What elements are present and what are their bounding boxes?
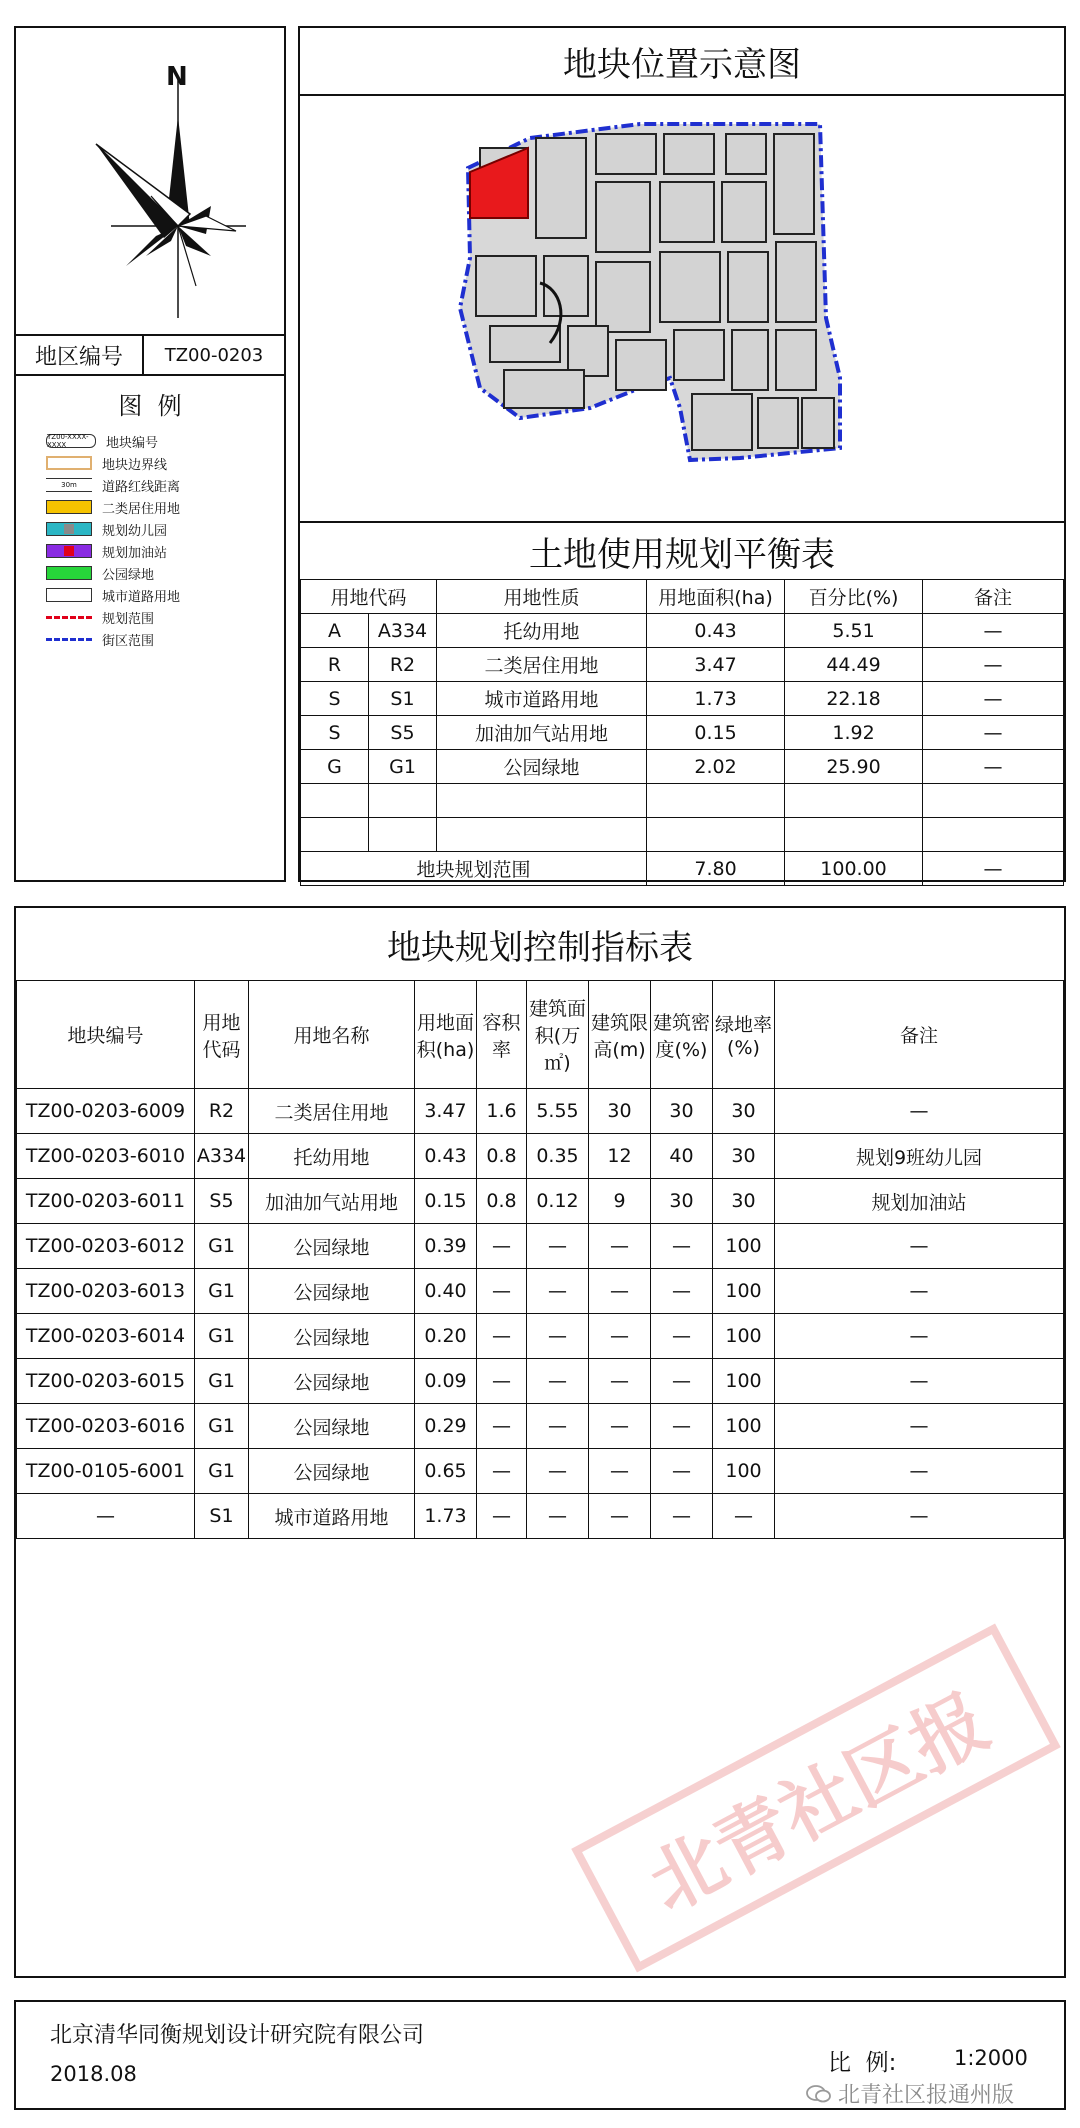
watermark — [571, 1624, 1061, 1973]
footer-panel — [14, 2000, 1066, 2110]
cell: 城市道路用地 — [437, 682, 647, 716]
cell: — — [651, 1314, 713, 1359]
cell: — — [477, 1494, 527, 1539]
cell: 0.39 — [415, 1224, 477, 1269]
cell: 1.92 — [785, 716, 923, 750]
cell — [785, 818, 923, 852]
legend-item — [46, 452, 167, 474]
cell: G1 — [195, 1269, 249, 1314]
legend-item — [46, 518, 167, 540]
table-row — [301, 648, 1064, 682]
block-scope-icon — [46, 638, 92, 641]
cell: — — [775, 1494, 1064, 1539]
table-row — [17, 1449, 1064, 1494]
parcel-id-icon: TZ00-XXXX-XXXX — [46, 434, 96, 448]
control-table-panel — [14, 906, 1066, 1978]
table-row — [301, 784, 1064, 818]
residential-swatch-icon — [46, 500, 92, 514]
control-table — [16, 980, 1064, 1539]
cell: — — [775, 1089, 1064, 1134]
cell: 公园绿地 — [249, 1404, 415, 1449]
cell: — — [651, 1224, 713, 1269]
cell: — — [775, 1449, 1064, 1494]
table-row — [301, 614, 1064, 648]
legend-label: 二类居住用地 — [102, 501, 181, 517]
cell: 100 — [713, 1359, 775, 1404]
cell: G — [301, 750, 369, 784]
cell: G1 — [195, 1449, 249, 1494]
legend-item — [46, 628, 154, 650]
cell: TZ00-0203-6014 — [17, 1314, 195, 1359]
cell: G1 — [195, 1314, 249, 1359]
cell: — — [923, 716, 1064, 750]
cell: S1 — [369, 682, 437, 716]
cell: 44.49 — [785, 648, 923, 682]
table-row — [17, 1404, 1064, 1449]
balance-header-note: 备注 — [923, 580, 1064, 614]
cell: 30 — [651, 1089, 713, 1134]
cell: — — [651, 1269, 713, 1314]
cell — [437, 818, 647, 852]
cell: — — [651, 1449, 713, 1494]
cell: A — [301, 614, 369, 648]
cell: 1.73 — [647, 682, 785, 716]
cell: S5 — [195, 1179, 249, 1224]
cell: 3.47 — [647, 648, 785, 682]
legend-label: 地块边界线 — [102, 457, 168, 473]
watermark-text: 北青社区报 — [635, 1678, 1003, 1929]
legend-item — [46, 496, 180, 518]
cell: 0.40 — [415, 1269, 477, 1314]
cell: — — [651, 1494, 713, 1539]
issue-date: 2018.08 — [50, 2062, 137, 2086]
cell: — — [589, 1404, 651, 1449]
cell: — — [477, 1269, 527, 1314]
cell: 1.73 — [415, 1494, 477, 1539]
header-height-limit: 建筑限高(m) — [589, 981, 651, 1089]
cell: 0.29 — [415, 1404, 477, 1449]
legend-label: 城市道路用地 — [102, 589, 181, 605]
cell: 30 — [713, 1179, 775, 1224]
cell — [369, 818, 437, 852]
table-row — [17, 1314, 1064, 1359]
cell: 30 — [713, 1089, 775, 1134]
header-land-name: 用地名称 — [249, 981, 415, 1089]
cell: S — [301, 682, 369, 716]
parcel-boundary-icon — [46, 456, 92, 470]
cell — [647, 784, 785, 818]
cell: 加油加气站用地 — [437, 716, 647, 750]
cell: 托幼用地 — [437, 614, 647, 648]
legend-item — [46, 606, 154, 628]
scale-value: 1:2000 — [954, 2046, 1028, 2070]
table-row — [17, 1179, 1064, 1224]
cell: — — [527, 1224, 589, 1269]
legend-label: 街区范围 — [102, 633, 155, 649]
cell: 公园绿地 — [249, 1314, 415, 1359]
cell: 5.55 — [527, 1089, 589, 1134]
legend-item — [46, 430, 158, 452]
location-map — [440, 108, 920, 518]
cell: — — [527, 1449, 589, 1494]
cell: 公园绿地 — [249, 1224, 415, 1269]
district-label: 地区编号 — [16, 336, 144, 374]
cell: — — [651, 1359, 713, 1404]
total-row — [301, 852, 1064, 886]
legend-item — [46, 540, 167, 562]
legend-item — [46, 474, 180, 496]
header-density: 建筑密度(%) — [651, 981, 713, 1089]
cell: TZ00-0203-6013 — [17, 1269, 195, 1314]
cell: 100 — [713, 1449, 775, 1494]
balance-header-percent: 百分比(%) — [785, 580, 923, 614]
total-label: 地块规划范围 — [301, 852, 647, 886]
table-row — [17, 1269, 1064, 1314]
cell: TZ00-0105-6001 — [17, 1449, 195, 1494]
cell: — — [923, 614, 1064, 648]
institute-name: 北京清华同衡规划设计研究院有限公司 — [50, 2023, 425, 2048]
cell: TZ00-0203-6011 — [17, 1179, 195, 1224]
cell: TZ00-0203-6015 — [17, 1359, 195, 1404]
legend-item — [46, 584, 180, 606]
balance-table-title: 土地使用规划平衡表 — [300, 521, 1064, 579]
cell: — — [589, 1224, 651, 1269]
table-row — [17, 1494, 1064, 1539]
cell: 30 — [651, 1179, 713, 1224]
balance-header-area: 用地面积(ha) — [647, 580, 785, 614]
table-row — [301, 818, 1064, 852]
gas-station-swatch-icon — [46, 544, 92, 558]
cell: R — [301, 648, 369, 682]
cell: — — [477, 1224, 527, 1269]
left-panel — [14, 26, 286, 882]
balance-header-code: 用地代码 — [301, 580, 437, 614]
cell: 公园绿地 — [249, 1269, 415, 1314]
header-floor-area: 建筑面积(万㎡) — [527, 981, 589, 1089]
cell: 0.65 — [415, 1449, 477, 1494]
balance-header-nature: 用地性质 — [437, 580, 647, 614]
cell: G1 — [195, 1359, 249, 1404]
road-distance-icon: 30m — [46, 478, 92, 492]
district-code: TZ00-0203 — [164, 344, 264, 366]
district-row — [16, 334, 284, 376]
cell: 30 — [713, 1134, 775, 1179]
right-top-panel — [298, 26, 1066, 882]
legend-title: 图 例 — [118, 391, 182, 420]
cell — [785, 784, 923, 818]
cell — [301, 784, 369, 818]
cell: — — [527, 1404, 589, 1449]
cell: — — [589, 1269, 651, 1314]
cell: 100 — [713, 1269, 775, 1314]
cell: S — [301, 716, 369, 750]
cell — [369, 784, 437, 818]
cell: 9 — [589, 1179, 651, 1224]
cell: A334 — [195, 1134, 249, 1179]
cell — [647, 818, 785, 852]
cell: 2.02 — [647, 750, 785, 784]
table-row — [301, 750, 1064, 784]
cell: — — [589, 1314, 651, 1359]
cell: 二类居住用地 — [249, 1089, 415, 1134]
cell: 0.43 — [647, 614, 785, 648]
total-percent: 100.00 — [785, 852, 923, 886]
cell: — — [589, 1449, 651, 1494]
cell: S1 — [195, 1494, 249, 1539]
header-far: 容积率 — [477, 981, 527, 1089]
cell: 0.8 — [477, 1179, 527, 1224]
legend-label: 规划幼儿园 — [102, 523, 168, 539]
cell: 100 — [713, 1224, 775, 1269]
cell: — — [923, 648, 1064, 682]
cell: TZ00-0203-6012 — [17, 1224, 195, 1269]
cell: — — [17, 1494, 195, 1539]
cell: 0.12 — [527, 1179, 589, 1224]
cell: — — [713, 1494, 775, 1539]
cell: 公园绿地 — [437, 750, 647, 784]
cell: — — [775, 1269, 1064, 1314]
legend-label: 道路红线距离 — [102, 479, 181, 495]
control-table-title: 地块规划控制指标表 — [387, 927, 693, 968]
header-land-code: 用地代码 — [195, 981, 249, 1089]
cell: 公园绿地 — [249, 1359, 415, 1404]
legend-label: 规划加油站 — [102, 545, 168, 561]
cell: 0.8 — [477, 1134, 527, 1179]
legend-label: 公园绿地 — [102, 567, 155, 583]
header-note: 备注 — [775, 981, 1064, 1089]
cell: 公园绿地 — [249, 1449, 415, 1494]
cell: 100 — [713, 1404, 775, 1449]
table-row — [301, 682, 1064, 716]
cell — [301, 818, 369, 852]
cell: 12 — [589, 1134, 651, 1179]
table-row — [17, 1134, 1064, 1179]
cell: 30 — [589, 1089, 651, 1134]
wechat-source — [806, 2078, 1014, 2109]
cell: 规划加油站 — [775, 1179, 1064, 1224]
plan-scope-icon — [46, 616, 92, 619]
north-label: N — [166, 62, 188, 92]
cell: G1 — [195, 1404, 249, 1449]
cell: 22.18 — [785, 682, 923, 716]
cell: — — [775, 1404, 1064, 1449]
cell: — — [477, 1314, 527, 1359]
table-row — [17, 1359, 1064, 1404]
header-green-ratio: 绿地率(%) — [713, 981, 775, 1089]
wechat-icon — [806, 2084, 832, 2104]
location-map-title: 地块位置示意图 — [300, 28, 1064, 96]
cell: — — [589, 1359, 651, 1404]
cell: 0.09 — [415, 1359, 477, 1404]
legend-label: 规划范围 — [102, 611, 155, 627]
cell: 规划9班幼儿园 — [775, 1134, 1064, 1179]
cell: — — [527, 1359, 589, 1404]
wechat-source-label: 北青社区报通州版 — [838, 2083, 1015, 2108]
cell: — — [775, 1224, 1064, 1269]
cell: 托幼用地 — [249, 1134, 415, 1179]
cell: — — [477, 1359, 527, 1404]
header-land-area: 用地面积(ha) — [415, 981, 477, 1089]
cell: TZ00-0203-6010 — [17, 1134, 195, 1179]
park-swatch-icon — [46, 566, 92, 580]
table-row — [301, 716, 1064, 750]
cell: 5.51 — [785, 614, 923, 648]
cell — [923, 818, 1064, 852]
cell: 25.90 — [785, 750, 923, 784]
balance-table — [300, 521, 1064, 881]
cell: — — [775, 1359, 1064, 1404]
cell: G1 — [195, 1224, 249, 1269]
cell: 40 — [651, 1134, 713, 1179]
legend-label: 地块编号 — [106, 435, 159, 451]
cell: S5 — [369, 716, 437, 750]
cell: 0.35 — [527, 1134, 589, 1179]
cell: A334 — [369, 614, 437, 648]
cell: G1 — [369, 750, 437, 784]
scale-label: 比 例: — [828, 2050, 897, 2076]
cell — [923, 784, 1064, 818]
total-note: — — [923, 852, 1064, 886]
cell: 0.15 — [647, 716, 785, 750]
cell: — — [527, 1269, 589, 1314]
cell: 0.43 — [415, 1134, 477, 1179]
cell: 0.15 — [415, 1179, 477, 1224]
cell: — — [527, 1314, 589, 1359]
cell: R2 — [195, 1089, 249, 1134]
cell: 3.47 — [415, 1089, 477, 1134]
cell: TZ00-0203-6009 — [17, 1089, 195, 1134]
cell: — — [477, 1404, 527, 1449]
cell: 城市道路用地 — [249, 1494, 415, 1539]
total-area: 7.80 — [647, 852, 785, 886]
kindergarten-swatch-icon — [46, 522, 92, 536]
cell: — — [589, 1494, 651, 1539]
cell: 二类居住用地 — [437, 648, 647, 682]
cell: 1.6 — [477, 1089, 527, 1134]
cell: — — [923, 750, 1064, 784]
road-land-icon — [46, 588, 92, 602]
table-row — [17, 1089, 1064, 1134]
cell: TZ00-0203-6016 — [17, 1404, 195, 1449]
header-parcel-id: 地块编号 — [17, 981, 195, 1089]
cell: — — [775, 1314, 1064, 1359]
north-arrow-icon — [56, 56, 256, 326]
table-row — [17, 1224, 1064, 1269]
legend-item — [46, 562, 154, 584]
cell: R2 — [369, 648, 437, 682]
cell: — — [477, 1449, 527, 1494]
cell: 0.20 — [415, 1314, 477, 1359]
cell: 加油加气站用地 — [249, 1179, 415, 1224]
cell: — — [923, 682, 1064, 716]
cell: — — [527, 1494, 589, 1539]
cell: 100 — [713, 1314, 775, 1359]
cell — [437, 784, 647, 818]
cell: — — [651, 1404, 713, 1449]
